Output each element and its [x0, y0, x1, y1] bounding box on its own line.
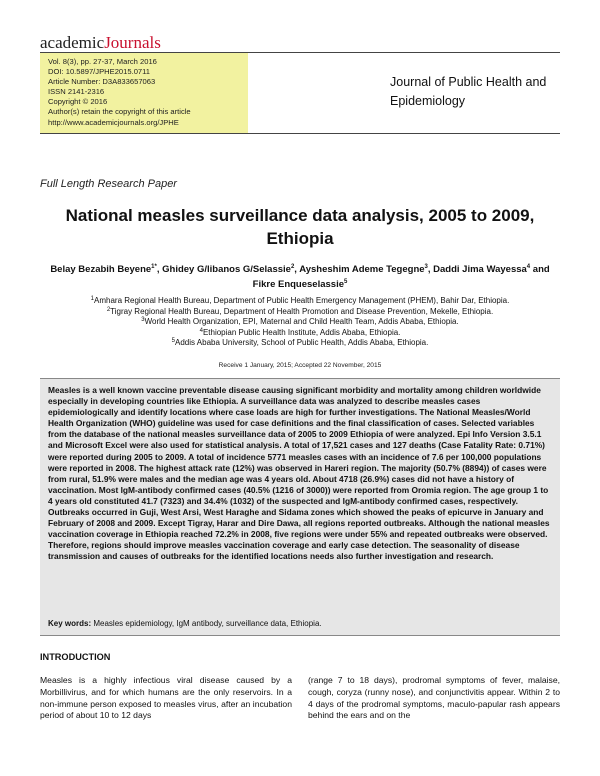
meta-article-number: Article Number: D3A833657063	[48, 77, 156, 87]
meta-issn: ISSN 2141-2316	[48, 87, 105, 97]
publisher-logo	[40, 33, 161, 53]
author-sup: 3	[424, 264, 428, 270]
meta-volume: Vol. 8(3), pp. 27-37, March 2016	[48, 57, 157, 66]
author-sep: ,	[427, 264, 434, 275]
logo-part-journals: Journals	[104, 33, 161, 52]
affiliation-sup: 2	[106, 306, 111, 313]
body-column-right: (range 7 to 18 days), prodromal symptoms of fever, malaise, cough, coryza (runny nose), and conjunctivitis appear. Within 2 to 4 days of the prodromal symptoms, maculo-papular rash appears behind the ears and on the	[308, 675, 560, 721]
author-sup: 5	[344, 279, 348, 285]
affiliation-text: World Health Organization, EPI, Maternal and Child Health Team, Addis Ababa, Ethiopia.	[144, 317, 459, 327]
author-sup: 2	[290, 264, 295, 270]
journal-title	[390, 73, 560, 111]
affiliations	[40, 296, 560, 349]
meta-doi: DOI: 10.5897/JPHE2015.0711	[48, 67, 151, 77]
affiliation-5	[40, 338, 560, 349]
author-sup: 4	[526, 264, 531, 270]
logo-part-academic: academic	[40, 33, 105, 52]
abstract: Measles is a well known vaccine preventable disease causing significant morbidity and mortality among children worldwide especially in developing countries like Ethiopia. A surveillance data was analyzed to describe measles cases epidemiologically and identify locations where case loads are high for further investigations. The National Measles/World Health Organization (WHO) guideline was used for case definitions and the final classification of cases. Selected variables from the database of the national measles surveillance data of 2005 to 2009 Ethiopia of were analyzed. Epi Info Version 3.5.1 and Microsoft Excel were also used for statistical analysis. A total of 17,521 cases and 127 deaths (Case Fatality Rate: 0.71%) were reported during 2005 to 2009. A total of incidence 5771 measles cases with an incidence of 7.6 per 100,000 populations were reported in 2008. The highest attack rate (12%) was observed in Hareri region. The majority (50.7% (8894)) of cases were from rural, 51.9% were males and the median age was 4 years old. About 4718 (26.9%) cases did not have a history of vaccination. Most IgM-antibody confirmed cases (40.5% (1216 of 3000)) were reported from Oromia region. The age group 1 to 4 years old constituted 41.7 (7323) and 34.4% (1032) of the suspected and IgM-antibody confirmed cases, respectively. Outbreaks occurred in Guji, West Arsi, West Haraghe and Sidama zones which showed the peaks of epicurve in January and February of 2008 and 2009. Except Tigray, Harar and Dire Dawa, all regions reported outbreaks. Although the national measles vaccination coverage in Ethiopia reached 72.2% in 2008, five regions were under 55% and repeated outbreaks were observed. Therefore, regions should improve measles vaccination coverage and early case detection. The seasonality of disease transmission and causes of outbreaks for the identified locations needs also further investigation and research.	[40, 378, 560, 614]
affiliation-text: Ethiopian Public Health Institute, Addis Ababa, Ethiopia.	[202, 327, 401, 337]
affiliation-text: Addis Ababa University, School of Public Health, Addis Ababa, Ethiopia.	[175, 338, 429, 348]
meta-copyright: Copyright © 2016	[48, 97, 108, 107]
meta-url[interactable]: http://www.academicjournals.org/JPHE	[48, 117, 179, 127]
author-name: Aysheshim Ademe Tegegne	[299, 264, 425, 275]
body-column-left: Measles is a highly infectious viral disease caused by a Morbillivirus, and for which humans are the only reservoirs. In a non-immune person exposed to measles virus, after an incubation period of about 10 to 12 days	[40, 675, 292, 721]
keywords	[40, 614, 560, 636]
author-sep: ,	[156, 264, 163, 275]
keywords-label: Key words:	[48, 619, 92, 628]
affiliation-sup: 3	[141, 317, 145, 324]
affiliation-sup: 1	[90, 296, 95, 302]
author-sup: 1*	[151, 264, 157, 270]
journal-title-line2: Epidemiology	[390, 94, 466, 108]
paper-type: Full Length Research Paper	[40, 178, 177, 190]
received-accepted-dates: Receive 1 January, 2015; Accepted 22 November, 2015	[218, 362, 382, 369]
affiliation-text: Tigray Regional Health Bureau, Department of Health Promotion and Disease Prevention, Mekelle, Ethiopia.	[110, 306, 494, 316]
meta-rights: Author(s) retain the copyright of this article	[48, 107, 191, 117]
author-sep: ,	[294, 264, 300, 275]
author-name: Ghidey G/libanos G/Selassie	[162, 264, 291, 275]
affiliation-2	[40, 307, 560, 318]
author-list	[40, 262, 560, 292]
journal-header	[40, 52, 560, 134]
section-heading-introduction: INTRODUCTION	[40, 652, 111, 662]
affiliation-4	[40, 328, 560, 339]
keywords-text: Measles epidemiology, IgM antibody, surveillance data, Ethiopia.	[93, 619, 322, 628]
article-metadata-box	[40, 53, 248, 133]
affiliation-sup: 4	[199, 327, 203, 334]
affiliation-sup: 5	[171, 338, 175, 345]
affiliation-1	[40, 296, 560, 307]
author-name: Fikre Enqueselassie	[252, 279, 344, 290]
author-name: Belay Bezabih Beyene	[50, 264, 152, 275]
author-name: Daddi Jima Wayessa	[433, 264, 527, 275]
author-sep: and	[530, 264, 550, 275]
paper-title: National measles surveillance data analysis, 2005 to 2009, Ethiopia	[65, 206, 535, 248]
affiliation-3	[40, 317, 560, 328]
journal-title-line1: Journal of Public Health and	[390, 75, 547, 89]
affiliation-text: Amhara Regional Health Bureau, Department of Public Health Emergency Management (PHEM), Bahir Dar, Ethiopia.	[94, 296, 510, 305]
